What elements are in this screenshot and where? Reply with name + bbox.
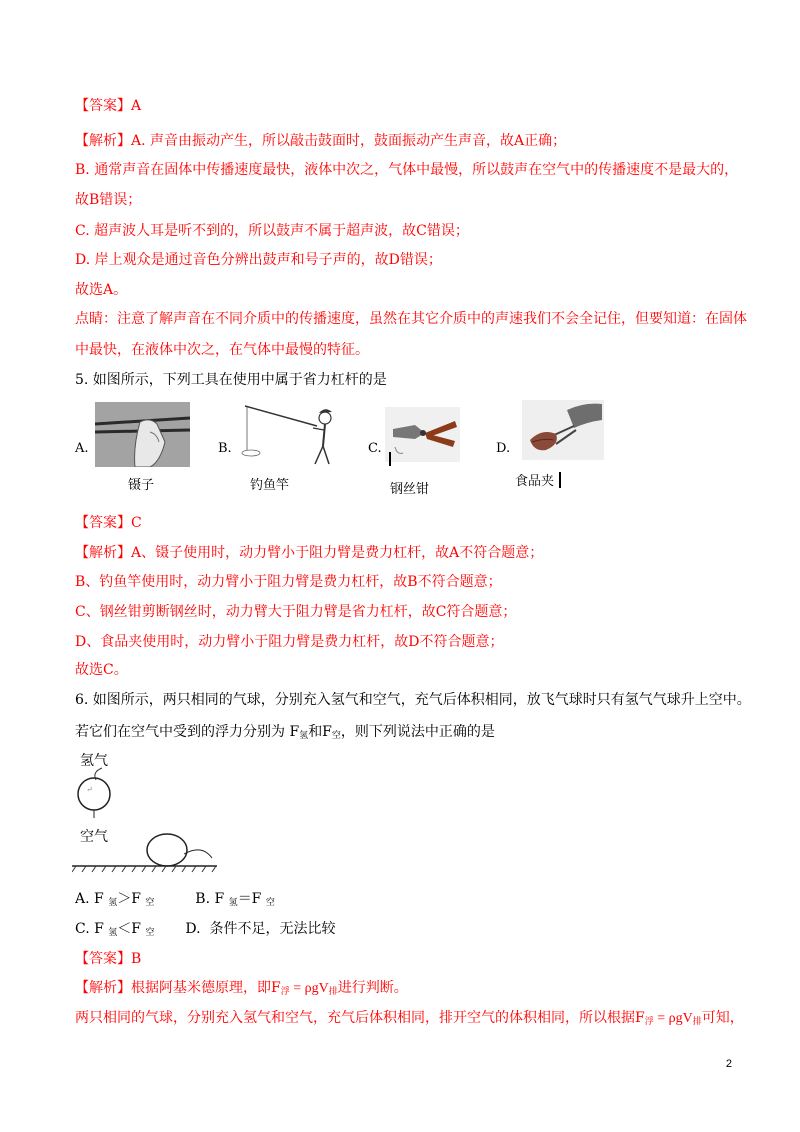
analysis-tag: 【解析】 [75, 133, 131, 149]
fishing-rod-image [235, 398, 340, 472]
q5-option-d-letter: D. [496, 441, 511, 456]
food-tongs-image [522, 400, 604, 460]
analysis-tag: 【解析】 [75, 980, 131, 996]
q5-option-b-letter: B. [218, 441, 232, 456]
q4-analysis-line-2: B. 通常声音在固体中传播速度最快，液体中次之，气体中最慢，所以鼓声在空气中的传播速度不是最大的， [75, 162, 739, 178]
svg-text:↵: ↵ [86, 785, 93, 794]
analysis-text: 根据阿基米德原理，即F [131, 980, 281, 996]
q4-analysis-line-7: 点睛：注意了解声音在不同介质中的传播速度，虽然在其它介质中的声速我们不会全记住，但要知道：在固体 [75, 311, 747, 327]
subscript: 氢 [299, 731, 309, 741]
text-cursor [559, 472, 561, 488]
option-text: ＝F [237, 891, 262, 907]
subscript: 空 [145, 898, 155, 908]
q4-analysis-line-8: 中最快，在液体中次之，在气体中最慢的特征。 [75, 342, 369, 358]
q5-option-c-label: 钢丝钳 [390, 482, 430, 497]
q6-stem-line-2 [75, 722, 495, 746]
answer-value: C [131, 515, 142, 531]
stem-text: 若它们在空气中受到的浮力分别为 F [75, 724, 300, 740]
analysis-text: 进行判断。 [337, 980, 408, 996]
option-letter: A. [75, 891, 90, 907]
q5-option-b-label: 钓鱼竿 [250, 478, 290, 493]
q6-options-row-1 [75, 889, 275, 913]
answer-tag: 【答案】 [75, 951, 131, 967]
formula-text: = ρgV [653, 1011, 693, 1026]
q6-analysis-line-2 [75, 1008, 744, 1032]
q5-stem: 5. 如图所示，下列工具在使用中属于省力杠杆的是 [75, 372, 387, 388]
balloons-figure [72, 766, 222, 880]
answer-tag: 【答案】 [75, 515, 131, 531]
subscript: 空 [265, 898, 275, 908]
q5-analysis-line-5: 故选C。 [75, 662, 128, 678]
analysis-tag: 【解析】 [75, 545, 131, 561]
answer-value: B [131, 951, 142, 967]
subscript: 氢 [108, 898, 118, 908]
formula-text: = ρgV [289, 981, 329, 996]
q5-analysis-line-4: D、食品夹使用时，动力臂小于阻力臂是费力杠杆，故D不符合题意； [75, 634, 504, 650]
q5-option-d-label: 食品夹 [515, 474, 555, 489]
option-text: F [214, 891, 225, 907]
subscript: 浮 [280, 987, 290, 997]
stem-text: 和F [308, 724, 332, 740]
analysis-text: 可知， [701, 1010, 744, 1026]
option-text: F [94, 891, 104, 907]
pliers-image [385, 407, 460, 462]
q5-analysis-line-1 [75, 543, 543, 563]
option-letter: D. [185, 921, 201, 937]
analysis-text: A、镊子使用时，动力臂小于阻力臂是费力杠杆，故A不符合题意； [131, 545, 544, 561]
answer-value: A [131, 98, 142, 114]
subscript: 氢 [228, 898, 238, 908]
q6-options-row-2 [75, 919, 336, 943]
text-cursor [389, 452, 391, 466]
q5-analysis-line-3: C、钢丝钳剪断钢丝时，动力臂大于阻力臂是省力杠杆，故C符合题意； [75, 604, 517, 620]
option-text: ＜F [117, 921, 142, 937]
option-letter: C. [75, 921, 90, 937]
q5-option-c-letter: C. [368, 441, 382, 456]
answer-tag: 【答案】 [75, 98, 131, 114]
label-air: 空气 [80, 829, 108, 845]
q4-answer [75, 96, 141, 116]
q6-stem-line-1: 6. 如图所示，两只相同的气球，分别充入氢气和空气，充气后体积相同，放飞气球时只有氢气气球升上空中。 [75, 692, 751, 708]
analysis-text: 两只相同的气球，分别充入氢气和空气，充气后体积相同，排开空气的体积相同，所以根据F [75, 1010, 645, 1026]
q4-analysis-line-3: 故B错误； [75, 192, 142, 208]
stem-text: ，则下列说法中正确的是 [340, 724, 495, 740]
tweezers-image [95, 402, 190, 467]
label-hydrogen: 氢气 [80, 753, 108, 769]
q4-analysis-line-6: 故选A。 [75, 282, 128, 298]
subscript: 排 [692, 1017, 702, 1027]
subscript: 浮 [644, 1017, 654, 1027]
q4-analysis-line-5: D. 岸上观众是通过音色分辨出鼓声和号子声的，故D错误； [75, 252, 442, 268]
page-number: 2 [725, 1058, 732, 1070]
q6-answer [75, 949, 141, 969]
q4-analysis-line-1 [75, 131, 566, 151]
subscript: 氢 [108, 928, 118, 938]
q4-analysis-line-4: C. 超声波人耳是听不到的，所以鼓声不属于超声波，故C错误； [75, 223, 469, 239]
q5-analysis-line-2: B、钓鱼竿使用时，动力臂小于阻力臂是费力杠杆，故B不符合题意； [75, 574, 502, 590]
q5-option-a-label: 镊子 [128, 478, 155, 493]
subscript: 空 [331, 731, 341, 741]
option-letter: B. [195, 891, 211, 907]
analysis-text: A. 声音由振动产生，所以敲击鼓面时，鼓面振动产生声音，故A正确； [131, 133, 567, 149]
option-text: F [94, 921, 104, 937]
subscript: 空 [145, 928, 155, 938]
q6-analysis-line-1 [75, 978, 408, 1002]
q5-answer [75, 513, 142, 533]
subscript: 排 [328, 987, 338, 997]
option-text: ＞F [117, 891, 141, 907]
q5-option-a-letter: A. [75, 441, 89, 456]
option-text: 条件不足，无法比较 [209, 921, 336, 937]
